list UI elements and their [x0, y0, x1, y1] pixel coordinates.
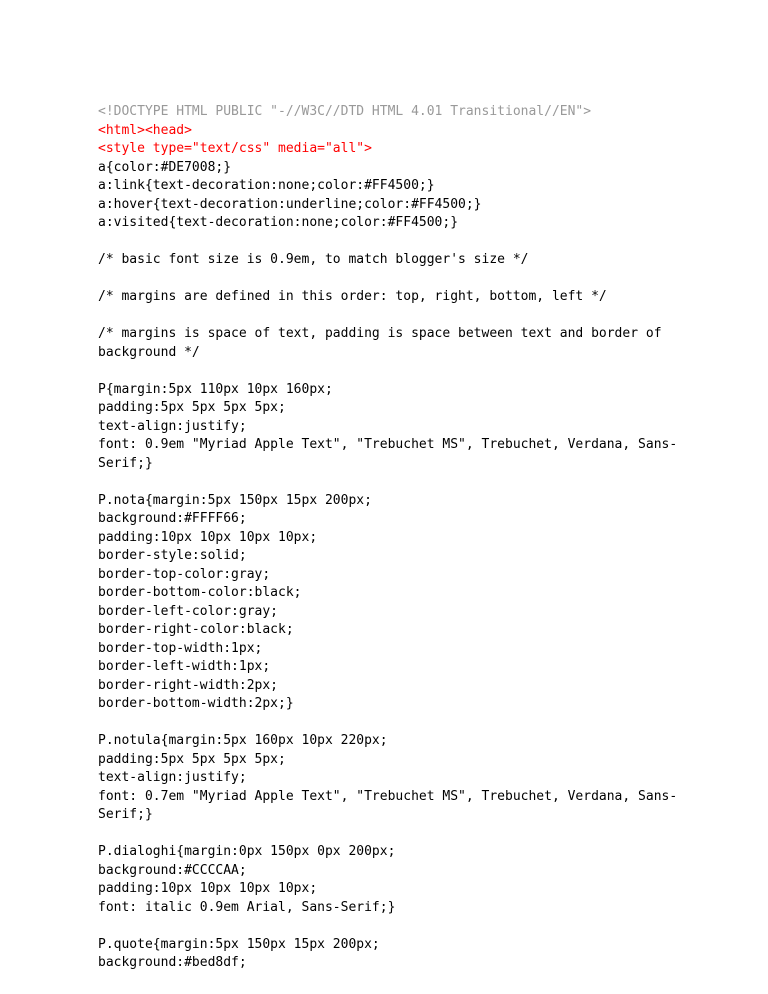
code-line: padding:5px 5px 5px 5px;	[98, 400, 286, 415]
code-line: border-right-color:black;	[98, 622, 294, 637]
rule-a-link: a:link{text-decoration:none;color:#FF4500;}	[98, 178, 435, 193]
code-line: P.quote{margin:5px 150px 15px 200px;	[98, 936, 380, 952]
blank-line	[98, 825, 678, 844]
code-line: border-left-color:gray;	[98, 603, 279, 619]
code-line: font: 0.7em "Myriad Apple Text", "Trebuchet MS", Trebuchet, Verdana, Sans-Serif;}	[98, 788, 678, 822]
code-line: padding:5px 5px 5px 5px;	[98, 751, 286, 767]
html-head-tag: <html><head>	[98, 122, 192, 138]
blank-line	[98, 362, 678, 381]
blank-line	[98, 917, 678, 936]
rule-block-p-quote	[98, 936, 678, 973]
code-listing	[98, 103, 678, 973]
code-line: border-bottom-width:2px;}	[98, 696, 294, 711]
code-line: border-right-width:2px;	[98, 677, 279, 693]
comment-margins-order: /* margins are defined in this order: top, right, bottom, left */	[98, 289, 607, 304]
comment-margins-padding: /* margins is space of text, padding is space between text and border of background */	[98, 326, 670, 360]
code-line: padding:10px 10px 10px 10px;	[98, 529, 318, 545]
code-line: P.dialoghi{margin:0px 150px 0px 200px;	[98, 844, 396, 859]
code-line: border-bottom-color:black;	[98, 585, 302, 600]
style-open-tag: <style type="text/css" media="all">	[98, 141, 372, 156]
rule-a: a{color:#DE7008;}	[98, 159, 232, 175]
rule-block-p-nota	[98, 492, 678, 714]
code-line: border-top-width:1px;	[98, 640, 263, 656]
blank-line	[98, 307, 678, 326]
rule-a-visited: a:visited{text-decoration:none;color:#FF4500;}	[98, 215, 459, 230]
code-line: text-align:justify;	[98, 418, 247, 434]
code-line: P.notula{margin:5px 160px 10px 220px;	[98, 733, 388, 748]
blank-line	[98, 270, 678, 289]
rule-block-p	[98, 381, 678, 474]
code-line: font: italic 0.9em Arial, Sans-Serif;}	[98, 899, 396, 915]
code-line: border-left-width:1px;	[98, 659, 271, 674]
code-line: border-top-color:gray;	[98, 566, 271, 582]
doctype-line: <!DOCTYPE HTML PUBLIC "-//W3C//DTD HTML 4.01 Transitional//EN">	[98, 104, 592, 119]
code-line: font: 0.9em "Myriad Apple Text", "Trebuchet MS", Trebuchet, Verdana, Sans-Serif;}	[98, 437, 678, 471]
rule-block-p-dialoghi	[98, 843, 678, 917]
code-line: background:#FFFF66;	[98, 511, 247, 526]
blank-line	[98, 233, 678, 252]
code-line: P.nota{margin:5px 150px 15px 200px;	[98, 492, 372, 508]
rule-a-hover: a:hover{text-decoration:underline;color:#FF4500;}	[98, 196, 482, 212]
code-line: background:#CCCCAA;	[98, 862, 247, 878]
rule-block-p-notula	[98, 732, 678, 825]
comment-font-size: /* basic font size is 0.9em, to match blogger's size */	[98, 252, 529, 267]
code-line: border-style:solid;	[98, 548, 247, 563]
blank-line	[98, 714, 678, 733]
code-line: text-align:justify;	[98, 770, 247, 785]
code-line: background:#bed8df;	[98, 955, 247, 970]
code-line: padding:10px 10px 10px 10px;	[98, 881, 318, 896]
code-line: P{margin:5px 110px 10px 160px;	[98, 381, 333, 397]
blank-line	[98, 473, 678, 492]
